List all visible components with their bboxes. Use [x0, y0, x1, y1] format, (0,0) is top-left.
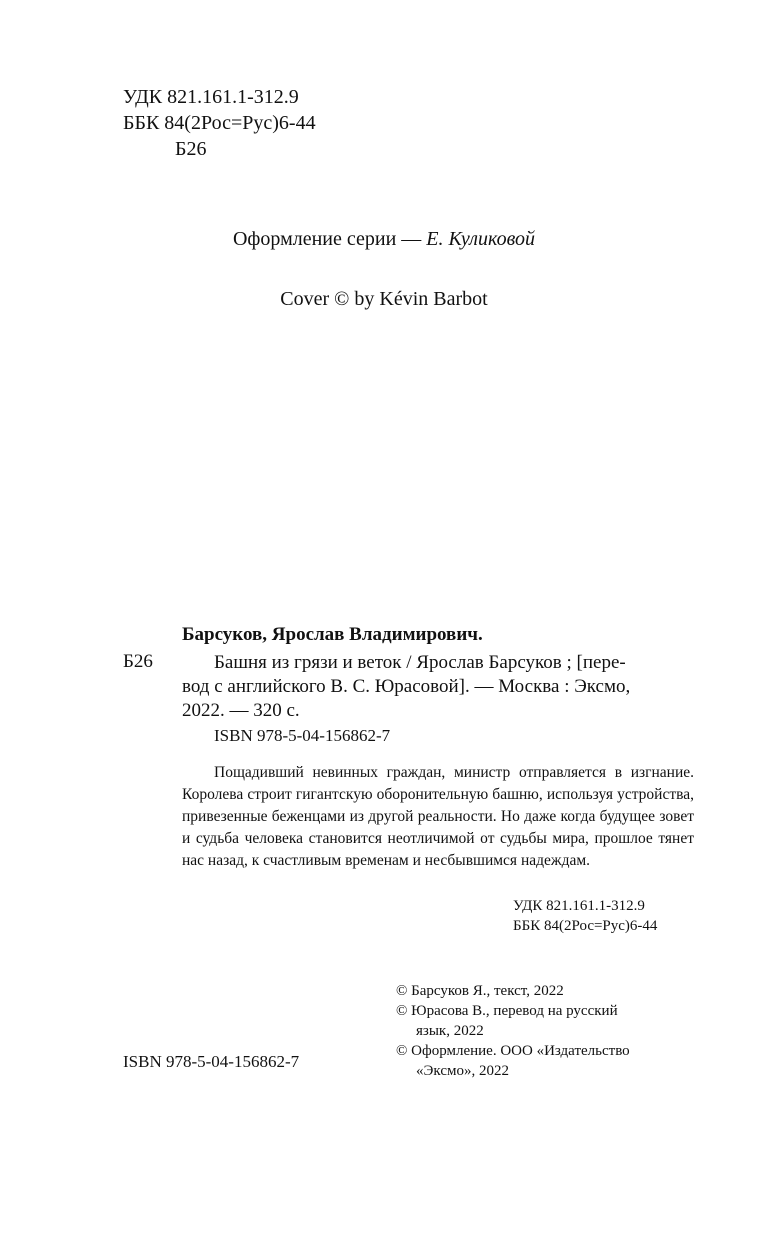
record-author: Барсуков, Ярослав Владимирович.: [182, 624, 483, 645]
annotation: [182, 762, 694, 872]
bibliographic-description: [182, 651, 662, 723]
author-mark: Б26: [175, 138, 207, 160]
copyright-block: [396, 981, 630, 1081]
copyright-design-cont: «Эксмо», 2022: [416, 1063, 509, 1079]
series-design-prefix: Оформление серии —: [232, 228, 427, 250]
udk-code-bottom: УДК 821.161.1-312.9: [513, 898, 645, 914]
series-design-credit: [0, 228, 768, 251]
copyright-translation-cont: язык, 2022: [416, 1023, 484, 1039]
biblio-line: вод с английского В. С. Юрасовой]. — Москва : Эксмо,: [182, 676, 631, 697]
series-designer-name: Е. Куликовой: [426, 228, 536, 250]
classification-block-bottom: [513, 896, 657, 936]
bbk-code: ББК 84(2Рос=Рус)6-44: [123, 112, 316, 134]
cover-credit: Cover © by Kévin Barbot: [280, 288, 488, 310]
biblio-line: Башня из грязи и веток / Ярослав Барсуков ; [пере-: [214, 652, 626, 673]
udk-code: УДК 821.161.1-312.9: [123, 86, 299, 108]
biblio-line: 2022. — 320 с.: [182, 700, 300, 721]
classification-block-top: [123, 84, 316, 162]
annotation-text: Пощадивший невинных граждан, министр отправляется в изгнание. Королева строит гигантскую оборонительную башню, используя устройства, привезенные беженцами из другой реальности. Но даже когда будущее зовет и судьба человека становится неотличимой от судьбы мира, прошлое тянет нас назад, к счастливым временам и несбывшимся надеждам.: [182, 764, 694, 869]
copyright-translation: © Юрасова В., перевод на русский: [396, 1003, 618, 1019]
record-side-code: Б26: [123, 651, 153, 672]
isbn-bottom: ISBN 978-5-04-156862-7: [123, 1052, 300, 1071]
record-isbn: ISBN 978-5-04-156862-7: [214, 726, 391, 745]
copyright-design: © Оформление. ООО «Издательство: [396, 1043, 630, 1059]
bbk-code-bottom: ББК 84(2Рос=Рус)6-44: [513, 918, 658, 934]
copyright-author: © Барсуков Я., текст, 2022: [396, 983, 564, 999]
